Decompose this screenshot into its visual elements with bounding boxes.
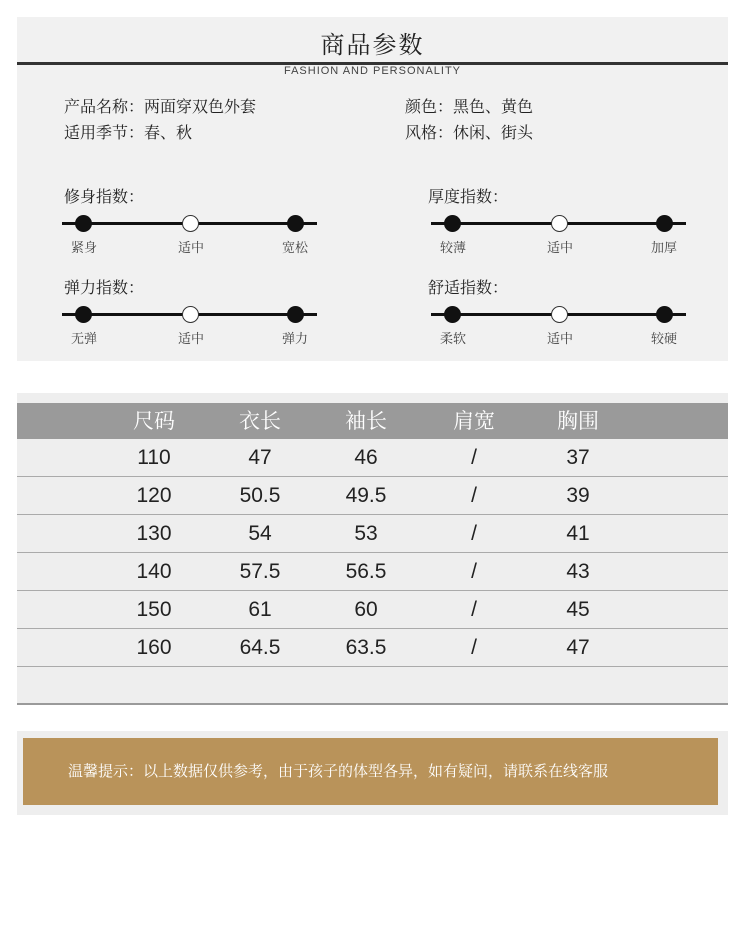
comfort-index-title: 舒适指数： xyxy=(428,278,509,297)
table-row xyxy=(17,477,728,515)
scale-dot xyxy=(75,306,92,323)
scale-dot xyxy=(75,215,92,232)
fit-index-title: 修身指数： xyxy=(64,187,145,206)
table-header xyxy=(17,403,728,439)
product-style: 风格：休闲、街头 xyxy=(405,123,534,142)
scale-label: 适中 xyxy=(546,241,573,256)
cell-size: 110 xyxy=(137,446,171,469)
scale-label: 柔软 xyxy=(439,332,466,347)
cell-length: 61 xyxy=(248,598,272,621)
thickness-index-title: 厚度指数： xyxy=(428,187,509,206)
cell-size: 150 xyxy=(136,598,172,621)
scale-label: 加厚 xyxy=(650,241,677,256)
table-row xyxy=(17,515,728,553)
thickness-index-scale xyxy=(431,215,686,261)
scale-label: 适中 xyxy=(546,332,573,347)
cell-shoulder: / xyxy=(471,522,477,545)
section-title: 商品参数 xyxy=(320,31,425,59)
cell-shoulder: / xyxy=(471,560,477,583)
scale-dot xyxy=(287,215,304,232)
scale-label: 无弹 xyxy=(70,332,97,347)
cell-length: 64.5 xyxy=(239,636,281,659)
elastic-index-scale xyxy=(62,306,317,352)
tip-banner xyxy=(23,738,718,805)
cell-shoulder: / xyxy=(471,598,477,621)
table-row xyxy=(17,439,728,477)
cell-size: 160 xyxy=(136,636,172,659)
cell-shoulder: / xyxy=(471,484,477,507)
cell-chest: 41 xyxy=(566,522,590,545)
cell-sleeve: 53 xyxy=(354,522,378,545)
header-size: 尺码 xyxy=(133,409,175,433)
header-chest: 胸围 xyxy=(557,409,599,433)
header-shoulder: 肩宽 xyxy=(453,409,495,433)
scale-label: 适中 xyxy=(177,332,204,347)
header-length: 衣长 xyxy=(239,409,281,433)
cell-sleeve: 56.5 xyxy=(345,560,387,583)
table-row xyxy=(17,629,728,667)
tip-section xyxy=(17,731,728,815)
cell-length: 47 xyxy=(248,446,272,469)
scale-label: 适中 xyxy=(177,241,204,256)
cell-length: 50.5 xyxy=(239,484,281,507)
scale-dot-selected xyxy=(551,306,568,323)
scale-dot-selected xyxy=(182,215,199,232)
product-name: 产品名称：两面穿双色外套 xyxy=(64,97,257,116)
scale-dot xyxy=(444,306,461,323)
scale-label: 弹力 xyxy=(281,332,308,347)
tip-text: 温馨提示：以上数据仅供参考，由于孩子的体型各异，如有疑问，请联系在线客服 xyxy=(68,762,609,780)
table-bottom-border xyxy=(17,703,728,705)
cell-length: 57.5 xyxy=(239,560,281,583)
scale-dot xyxy=(444,215,461,232)
table-row xyxy=(17,553,728,591)
cell-shoulder: / xyxy=(471,446,477,469)
scale-label: 较硬 xyxy=(650,332,677,347)
cell-chest: 39 xyxy=(566,484,590,507)
cell-sleeve: 63.5 xyxy=(345,636,387,659)
product-color: 颜色：黑色、黄色 xyxy=(405,97,534,116)
scale-dot xyxy=(656,306,673,323)
cell-sleeve: 60 xyxy=(354,598,378,621)
cell-size: 130 xyxy=(136,522,172,545)
scale-dot-selected xyxy=(182,306,199,323)
cell-size: 140 xyxy=(136,560,172,583)
section-subtitle: FASHION AND PERSONALITY xyxy=(283,65,462,77)
size-table xyxy=(17,393,728,705)
cell-chest: 43 xyxy=(566,560,590,583)
header-sleeve: 袖长 xyxy=(345,409,387,433)
elastic-index-title: 弹力指数： xyxy=(64,278,145,297)
scale-label: 紧身 xyxy=(70,241,97,256)
product-params-panel xyxy=(17,17,728,361)
scale-label: 较薄 xyxy=(439,241,466,256)
cell-sleeve: 49.5 xyxy=(345,484,387,507)
fit-index-scale xyxy=(62,215,317,261)
scale-dot-selected xyxy=(551,215,568,232)
cell-shoulder: / xyxy=(471,636,477,659)
table-row xyxy=(17,591,728,629)
cell-chest: 47 xyxy=(566,636,590,659)
scale-dot xyxy=(287,306,304,323)
scale-label: 宽松 xyxy=(281,241,308,256)
scale-dot xyxy=(656,215,673,232)
cell-chest: 37 xyxy=(566,446,590,469)
comfort-index-scale xyxy=(431,306,686,352)
cell-size: 120 xyxy=(136,484,172,507)
cell-length: 54 xyxy=(248,522,272,545)
product-season: 适用季节：春、秋 xyxy=(64,123,193,142)
cell-chest: 45 xyxy=(566,598,590,621)
cell-sleeve: 46 xyxy=(354,446,378,469)
